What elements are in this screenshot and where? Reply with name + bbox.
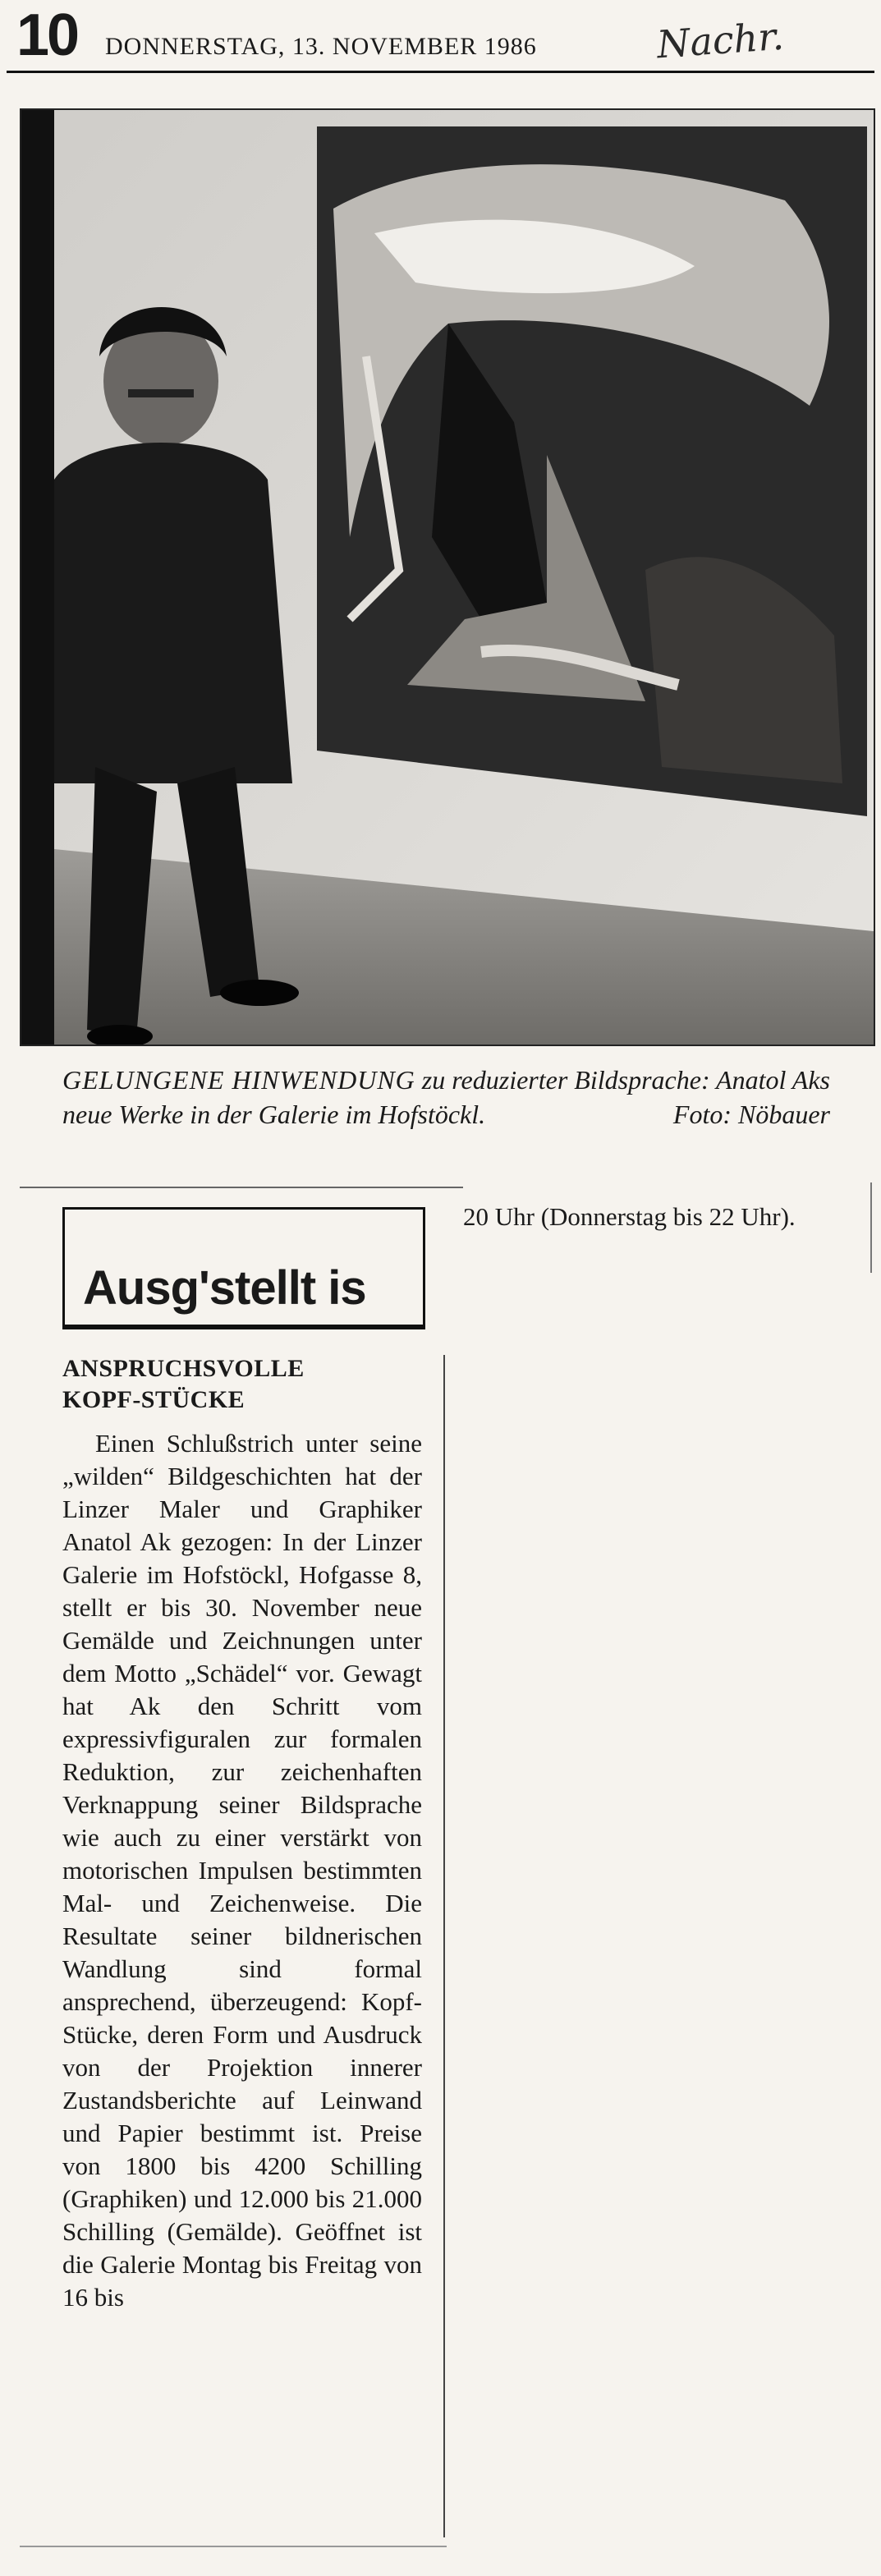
article-photo (20, 108, 875, 1046)
painting (317, 126, 867, 816)
bottom-rule (20, 2546, 447, 2547)
column-divider (443, 1355, 445, 2537)
caption-credit: Foto: Nöbauer (672, 1100, 830, 1129)
caption-text: zu reduzierter Bildsprache: Anatol Aks neue Werke in der Galerie im Hofstöckl. (62, 1065, 831, 1129)
article-continuation: 20 Uhr (Donnerstag bis 22 Uhr). (463, 1202, 796, 1231)
headline-line-2: KOPF-STÜCKE (62, 1386, 245, 1413)
handwritten-note: Nachr. (655, 13, 786, 67)
dateline: DONNERSTAG, 13. NOVEMBER 1986 (105, 33, 537, 60)
article-headline (62, 1353, 440, 1416)
header-rule (7, 71, 874, 73)
headline-line-1: ANSPRUCHSVOLLE (62, 1355, 305, 1382)
page-number: 10 (16, 2, 78, 68)
column-head-box (62, 1207, 425, 1329)
column-head-title: Ausg'stellt is (83, 1261, 366, 1315)
photo-illustration (21, 110, 874, 1045)
article-body: Einen Schlußstrich unter seine „wilden“ Bildgeschichten hat der Linzer Maler und Graphiker Anatol Ak gezogen: In der Linzer Galerie im Hofstöckl, Hofgasse 8, stellt er bis 30. November neue Gemälde und Zeichnungen unter dem Motto „Schädel“ vor. Gewagt hat Ak den Schritt vom expressivfiguralen zur formalen Reduktion, zur zeichenhaften Verknappung seiner Bildsprache wie auch zu einer verstärkt von motorischen Impulsen bestimmten Mal- und Zeichenweise. Die Resultate seiner bildnerischen Wandlung sind formal ansprechend, überzeugend: Kopf-Stücke, deren Form und Ausdruck von der Projektion innerer Zustandsberichte auf Leinwand und Papier bestimmt ist. Preise von 1800 bis 4200 Schilling (Graphiken) und 12.000 bis 21.000 Schilling (Gemälde). Geöffnet ist die Galerie Montag bis Freitag von 16 bis (62, 1429, 422, 2312)
photo-caption (62, 1063, 830, 1132)
separator-rule (20, 1187, 463, 1188)
caption-lead: GELUNGENE HINWENDUNG (62, 1065, 415, 1095)
page-header (0, 0, 881, 74)
right-column-rule (870, 1182, 872, 1273)
